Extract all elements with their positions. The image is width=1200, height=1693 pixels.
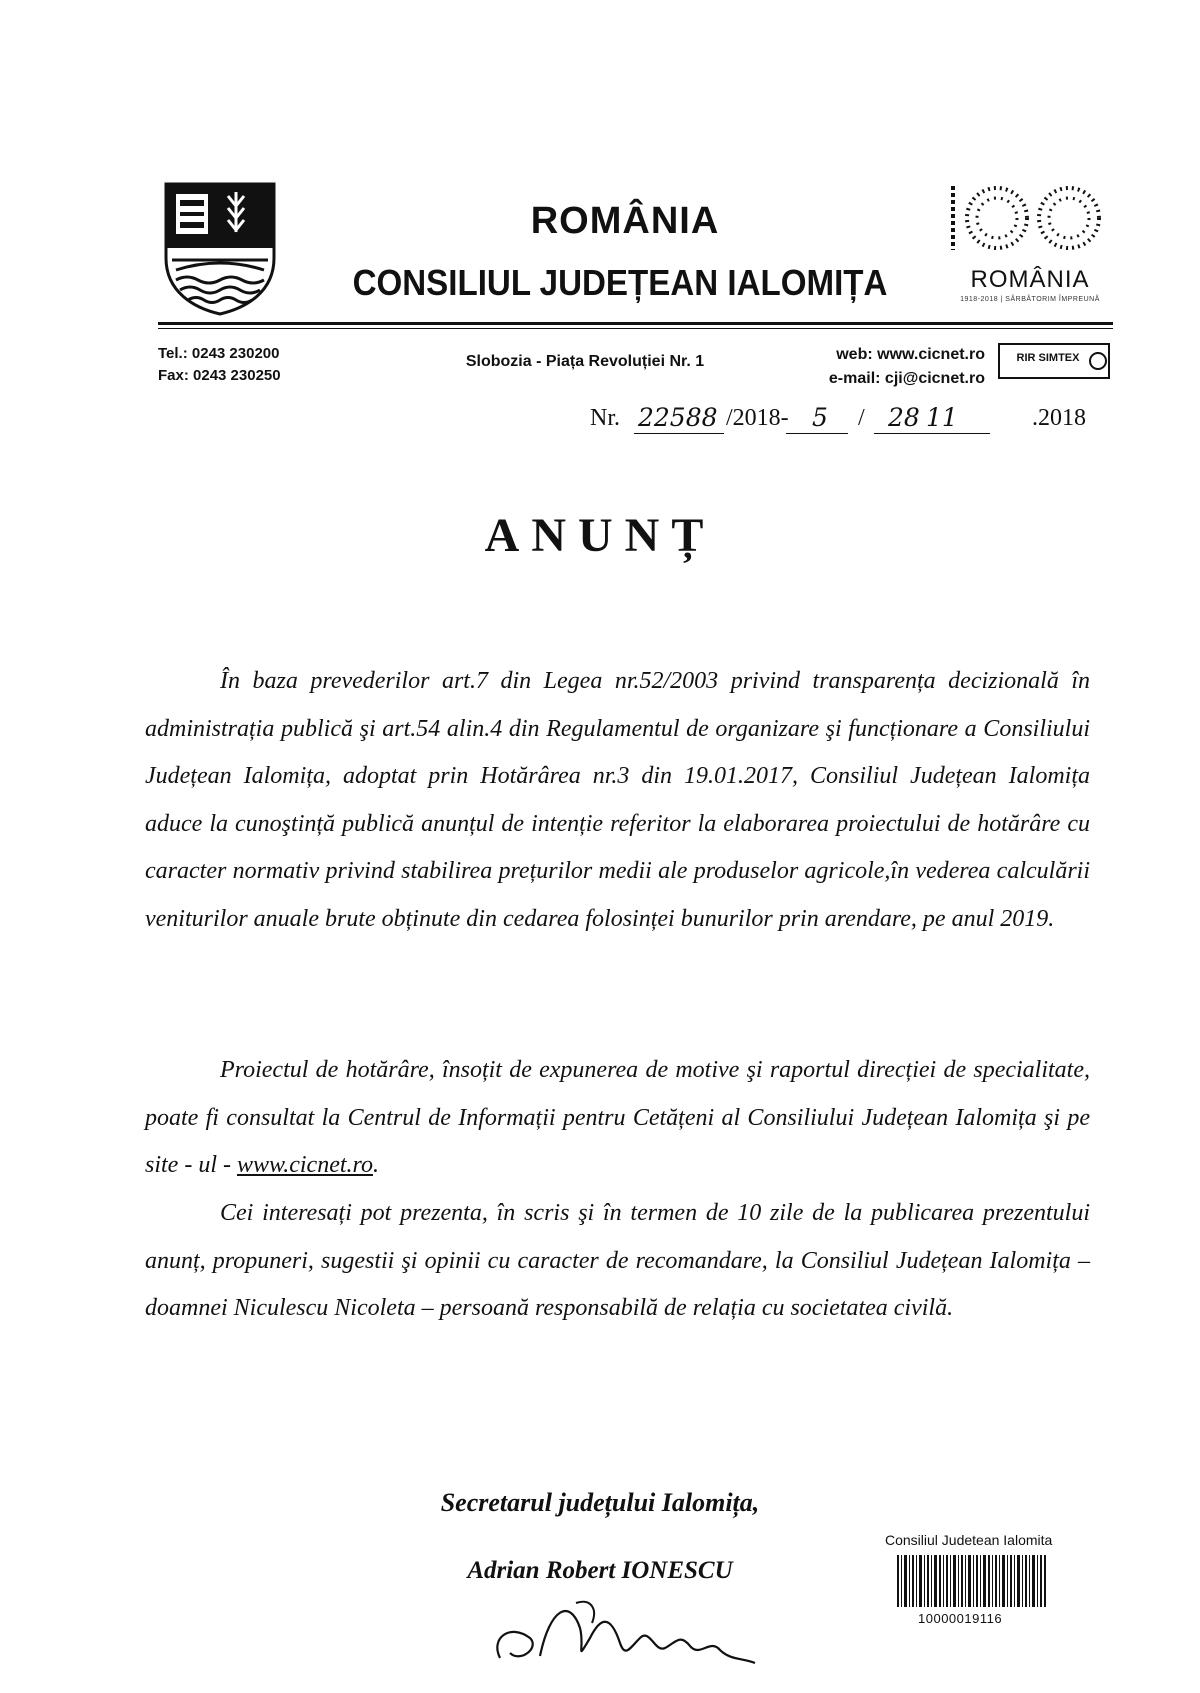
website: web: www.cicnet.ro (836, 346, 985, 363)
date-slash: / (858, 405, 865, 431)
code-underline (786, 432, 848, 434)
postal-address: Slobozia - Piața Revoluției Nr. 1 (465, 353, 705, 370)
signatory-name: Adrian Robert IONESCU (467, 1557, 733, 1584)
email-address: e-mail: cji@cicnet.ro (828, 370, 985, 387)
registration-line (590, 400, 1105, 436)
number-underline (634, 432, 724, 434)
registration-day: 28 (888, 403, 920, 432)
handwritten-signature (480, 1568, 770, 1678)
registration-prefix: Nr. (590, 405, 620, 431)
county-coat-of-arms (162, 180, 278, 316)
registration-code: 5 (812, 403, 828, 432)
certification-label: RIR SIMTEX (1016, 352, 1080, 364)
fax-number: Fax: 0243 230250 (158, 367, 281, 384)
paragraph-consultation-end: . (372, 1152, 379, 1178)
paragraph-consultation (145, 1047, 1090, 1190)
centenary-tagline: 1918-2018 | SĂRBĂTORIM ÎMPREUNĂ (960, 296, 1100, 303)
registration-number: 22588 (638, 403, 718, 432)
barcode-number: 10000019116 (918, 1611, 1003, 1626)
document-heading: ANUNȚ (484, 509, 716, 562)
header-rule (158, 322, 1113, 325)
paragraph-legal-basis: În baza prevederilor art.7 din Legea nr.52/2003 privind transparența decizională în administrația publică şi art.54 alin.4 din Regulamentul de organizare şi funcționare a Consiliului Județean Ialomița, adoptat prin Hotărârea nr.3 din 19.01.2017, Consiliul Județean Ialomița aduce la cunoştință publică anunțul de intenție referitor la elaborarea proiectului de hotărâre cu caracter normativ privind stabilirea prețurilor medii ale produselor agricole,în vederea calculării veniturilor anuale brute obținute din cedarea folosinței bunurilor prin arendare, pe anul 2019. (145, 668, 1090, 932)
phone-contacts (158, 343, 281, 387)
signatory-title: Secretarul județului Ialomița, (440, 1488, 760, 1517)
document-barcode (897, 1555, 1047, 1607)
telephone-number: Tel.: 0243 230200 (158, 345, 280, 362)
paragraph-proposals: Cei interesați pot prezenta, în scris şi în termen de 10 zile de la publicarea prezentului anunț, propuneri, sugestii şi opinii cu caracter de recomandare, la Consiliul Județean Ialomița – doamnei Niculescu Nicoleta – persoană responsabilă de relația cu societatea civilă. (145, 1200, 1090, 1321)
registration-year: /2018- (726, 405, 789, 431)
date-underline (874, 432, 990, 434)
paragraph-consultation-text: Proiectul de hotărâre, însoțit de expunerea de motive şi raportul direcției de specialitate, poate fi consultat la Centrul de Informații pentru Cetățeni al Consiliului Județean Ialomița şi pe site - ul - (145, 1057, 1090, 1178)
registration-year-end: .2018 (1032, 405, 1086, 431)
registration-month: 11 (926, 403, 958, 432)
institution-title: CONSILIUL JUDEȚEAN IALOMIȚA (352, 262, 888, 303)
barcode-title: Consiliul Judetean Ialomita (885, 1532, 1053, 1548)
website-link[interactable]: www.cicnet.ro (236, 1152, 373, 1178)
country-title: ROMÂNIA (530, 200, 720, 242)
web-contacts (760, 343, 985, 391)
header-rule-thin (158, 328, 1113, 329)
centenary-wordmark: ROMÂNIA (970, 266, 1090, 293)
